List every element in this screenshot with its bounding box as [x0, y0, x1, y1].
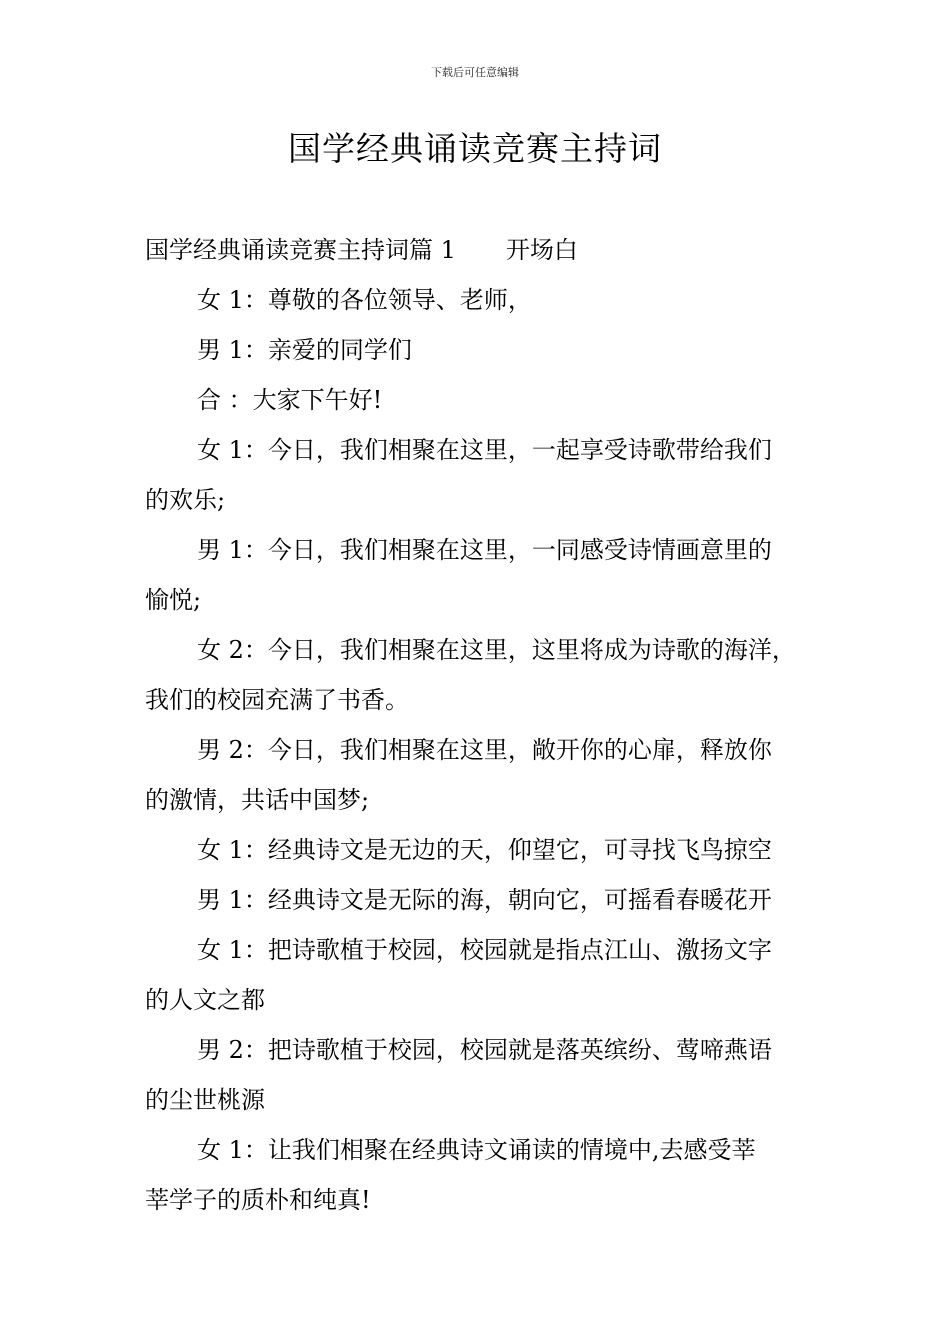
script-line-continuation: 的欢乐;: [145, 486, 226, 514]
section-subheading: 开场白: [505, 236, 578, 264]
script-line-continuation: 我们的校园充满了书香。: [145, 686, 409, 714]
script-line: 女 2：今日，我们相聚在这里，这里将成为诗歌的海洋，: [197, 636, 796, 664]
section-heading: 国学经典诵读竞赛主持词篇 1: [145, 236, 456, 264]
header-note: 下载后可任意编辑: [431, 66, 519, 79]
script-line: 女 1：经典诗文是无边的天，仰望它，可寻找飞鸟掠空: [197, 836, 772, 864]
script-line: 合 ：大家下午好!: [197, 386, 383, 414]
script-line-continuation: 的人文之都: [145, 986, 265, 1014]
script-line: 女 1：今日，我们相聚在这里，一起享受诗歌带给我们: [197, 436, 772, 464]
script-line: 男 2：今日，我们相聚在这里，敞开你的心扉，释放你: [197, 736, 772, 764]
script-line-continuation: 莘学子的质朴和纯真!: [145, 1186, 371, 1214]
document-title: 国学经典诵读竞赛主持词: [288, 129, 662, 168]
script-line-continuation: 愉悦;: [145, 586, 202, 614]
script-line: 女 1：让我们相聚在经典诗文诵读的情境中,去感受莘: [197, 1136, 756, 1164]
script-line: 男 1：今日，我们相聚在这里，一同感受诗情画意里的: [197, 536, 772, 564]
script-line: 女 1：把诗歌植于校园，校园就是指点江山、激扬文字: [197, 936, 772, 964]
script-line: 男 1：经典诗文是无际的海，朝向它，可摇看春暖花开: [197, 886, 772, 914]
script-line-continuation: 的激情，共话中国梦;: [145, 786, 370, 814]
script-line: 女 1：尊敬的各位领导、老师，: [197, 286, 532, 314]
section-heading-line: [145, 225, 835, 275]
script-line: 男 1：亲爱的同学们: [197, 336, 412, 364]
document-body: [145, 225, 835, 1225]
script-line: 男 2：把诗歌植于校园，校园就是落英缤纷、莺啼燕语: [197, 1036, 772, 1064]
script-line-continuation: 的尘世桃源: [145, 1086, 265, 1114]
